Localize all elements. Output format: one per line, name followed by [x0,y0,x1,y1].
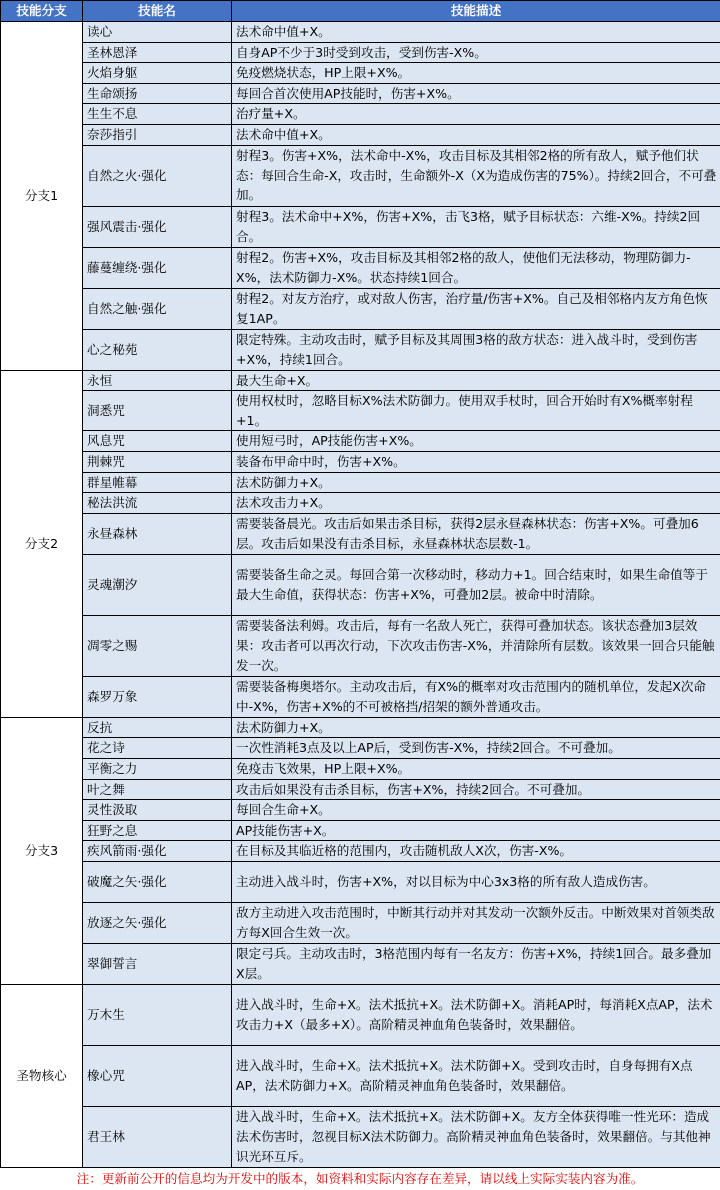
branch-cell: 分支1 [1,22,83,371]
skill-name-cell: 君王林 [83,1106,232,1167]
table-row [1,779,720,800]
skill-desc-cell: AP技能伤害+X。 [232,820,720,841]
skill-desc-cell: 免疫燃烧状态，HP上限+X%。 [232,63,720,84]
branch-cell: 圣物核心 [1,984,83,1167]
skill-desc-cell: 法术防御力+X。 [232,472,720,493]
header-desc: 技能描述 [232,1,720,22]
skill-name-cell: 强风震击·强化 [83,206,232,247]
table-row [1,902,720,943]
table-row [1,800,720,821]
skill-name-cell: 荆棘咒 [83,451,232,472]
table-row [1,1106,720,1167]
skill-desc-cell: 每回合首次使用AP技能时，伤害+X%。 [232,83,720,104]
table-row [1,943,720,984]
skill-name-cell: 花之诗 [83,738,232,759]
table-row [1,717,720,738]
table-row [1,984,720,1045]
skill-desc-cell: 射程3。法术命中+X%，伤害+X%，击飞3格，赋予目标状态：六维-X%。持续2回合。 [232,206,720,247]
skill-desc-cell: 射程2。伤害+X%，攻击目标及其相邻2格的敌人，使他们无法移动，物理防御力-X%，法术防御力-X%。状态持续1回合。 [232,247,720,288]
skill-name-cell: 翠御誓言 [83,943,232,984]
skill-desc-cell: 每回合生命+X。 [232,800,720,821]
table-row [1,124,720,145]
table-row [1,42,720,63]
table-row [1,370,720,391]
skill-name-cell: 火焰身躯 [83,63,232,84]
skill-name-cell: 读心 [83,22,232,43]
table-row [1,676,720,717]
skill-name-cell: 藤蔓缠绕·强化 [83,247,232,288]
skill-name-cell: 永昼森林 [83,513,232,554]
skill-name-cell: 自然之火·强化 [83,145,232,206]
skill-desc-cell: 法术命中值+X。 [232,22,720,43]
table-row [1,288,720,329]
branch-cell: 分支3 [1,717,83,984]
skill-desc-cell: 限定弓兵。主动攻击时，3格范围内每有一名友方：伤害+X%，持续1回合。最多叠加X层。 [232,943,720,984]
table-row [1,513,720,554]
skill-desc-cell: 自身AP不少于3时受到攻击，受到伤害-X%。 [232,42,720,63]
skill-name-cell: 凋零之赐 [83,615,232,676]
table-row [1,104,720,125]
skill-desc-cell: 法术防御力+X。 [232,717,720,738]
skill-desc-cell: 一次性消耗3点及以上AP后，受到伤害-X%，持续2回合。不可叠加。 [232,738,720,759]
skill-desc-cell: 射程2。对友方治疗，或对敌人伤害，治疗量/伤害+X%。自己及相邻格内友方角色恢复1AP。 [232,288,720,329]
skill-name-cell: 奈莎指引 [83,124,232,145]
table-row [1,431,720,452]
table-row [1,861,720,902]
table-row [1,206,720,247]
skill-name-cell: 灵性汲取 [83,800,232,821]
header-branch: 技能分支 [1,1,83,22]
table-row [1,493,720,514]
table-row [1,1045,720,1106]
table-row [1,451,720,472]
table-row [1,145,720,206]
skill-name-cell: 疾风箭雨·强化 [83,841,232,862]
skill-desc-cell: 免疫击飞效果，HP上限+X%。 [232,758,720,779]
skill-name-cell: 永恒 [83,370,232,391]
skill-name-cell: 群星帷幕 [83,472,232,493]
skill-desc-cell: 在目标及其临近格的范围内，攻击随机敌人X次，伤害-X%。 [232,841,720,862]
skill-desc-cell: 需要装备法利姆。攻击后，每有一名敌人死亡，获得可叠加状态。该状态叠加3层效果：攻击者可以再次行动，下次攻击伤害-X%，并清除所有层数。该效果一回合只能触发一次。 [232,615,720,676]
table-row [1,63,720,84]
skill-desc-cell: 法术命中值+X。 [232,124,720,145]
skill-desc-cell: 进入战斗时，生命+X。法术抵抗+X。法术防御+X。消耗AP时，每消耗X点AP，法术攻击力+X（最多+X）。高阶精灵神血角色装备时，效果翻倍。 [232,984,720,1045]
header-name: 技能名 [83,1,232,22]
skill-name-cell: 圣林恩泽 [83,42,232,63]
skill-name-cell: 放逐之矢·强化 [83,902,232,943]
table-row [1,22,720,43]
table-row [1,615,720,676]
skill-desc-cell: 进入战斗时，生命+X。法术抵抗+X。法术防御+X。受到攻击时，自身每拥有X点AP，法术防御力+X。高阶精灵神血角色装备时，效果翻倍。 [232,1045,720,1106]
table-row [1,758,720,779]
skill-desc-cell: 进入战斗时，生命+X。法术抵抗+X。法术防御+X。友方全体获得唯一性光环：造成法术伤害时，忽视目标X法术防御力。高阶精灵神血角色装备时，效果翻倍。与其他神识光环互斥。 [232,1106,720,1167]
skill-name-cell: 破魔之矢·强化 [83,861,232,902]
skill-name-cell: 森罗万象 [83,676,232,717]
skill-name-cell: 万木生 [83,984,232,1045]
skill-desc-cell: 使用权杖时，忽略目标X%法术防御力。使用双手杖时，回合开始时有X%概率射程+1。 [232,391,720,431]
skill-name-cell: 生生不息 [83,104,232,125]
table-row [1,83,720,104]
skill-desc-cell: 射程3。伤害+X%，法术命中-X%，攻击目标及其相邻2格的所有敌人，赋予他们状态：每回合生命-X，攻击时，生命额外-X（X为造成伤害的75%）。持续2回合，不可叠加。 [232,145,720,206]
skill-name-cell: 叶之舞 [83,779,232,800]
header-row [1,1,720,22]
skill-desc-cell: 最大生命+X。 [232,370,720,391]
skill-name-cell: 平衡之力 [83,758,232,779]
skill-desc-cell: 治疗量+X。 [232,104,720,125]
skill-desc-cell: 需要装备生命之灵。每回合第一次移动时，移动力+1。回合结束时，如果生命值等于最大生命值，获得状态：伤害+X%，可叠加2层。被命中时清除。 [232,554,720,615]
table-row [1,472,720,493]
table-row [1,391,720,431]
skill-name-cell: 反抗 [83,717,232,738]
table-row [1,738,720,759]
skill-name-cell: 橡心咒 [83,1045,232,1106]
skill-name-cell: 生命颂扬 [83,83,232,104]
skill-desc-cell: 装备布甲命中时，伤害+X%。 [232,451,720,472]
skill-desc-cell: 限定特殊。主动攻击时，赋予目标及其周围3格的敌方状态：进入战斗时，受到伤害+X%，持续1回合。 [232,329,720,370]
skill-table-body [1,22,720,1168]
table-row [1,247,720,288]
skill-desc-cell: 需要装备梅奥塔尔。主动攻击后，有X%的概率对攻击范围内的随机单位，发起X次命中-X%，伤害+X%的不可被格挡/招架的额外普通攻击。 [232,676,720,717]
skill-name-cell: 洞悉咒 [83,391,232,431]
table-row [1,329,720,370]
table-row [1,841,720,862]
table-row [1,820,720,841]
skill-name-cell: 风息咒 [83,431,232,452]
skill-desc-cell: 法术攻击力+X。 [232,493,720,514]
skill-name-cell: 心之秘苑 [83,329,232,370]
skill-name-cell: 自然之触·强化 [83,288,232,329]
skill-desc-cell: 敌方主动进入攻击范围时，中断其行动并对其发动一次额外反击。中断效果对首领类敌方每X回合生效一次。 [232,902,720,943]
skill-name-cell: 秘法洪流 [83,493,232,514]
skill-desc-cell: 使用短弓时，AP技能伤害+X%。 [232,431,720,452]
skill-name-cell: 狂野之息 [83,820,232,841]
skill-desc-cell: 攻击后如果没有击杀目标，伤害+X%，持续2回合。不可叠加。 [232,779,720,800]
skill-desc-cell: 需要装备晨光。攻击后如果击杀目标，获得2层永昼森林状态：伤害+X%。可叠加6层。攻击后如果没有击杀目标，永昼森林状态层数-1。 [232,513,720,554]
disclaimer-note: 注：更新前公开的信息均为开发中的版本，如资料和实际内容存在差异，请以线上实际实装内容为准。 [0,1168,720,1190]
skill-desc-cell: 主动进入战斗时，伤害+X%，对以目标为中心3x3格的所有敌人造成伤害。 [232,861,720,902]
table-row [1,554,720,615]
branch-cell: 分支2 [1,370,83,717]
skill-name-cell: 灵魂潮汐 [83,554,232,615]
